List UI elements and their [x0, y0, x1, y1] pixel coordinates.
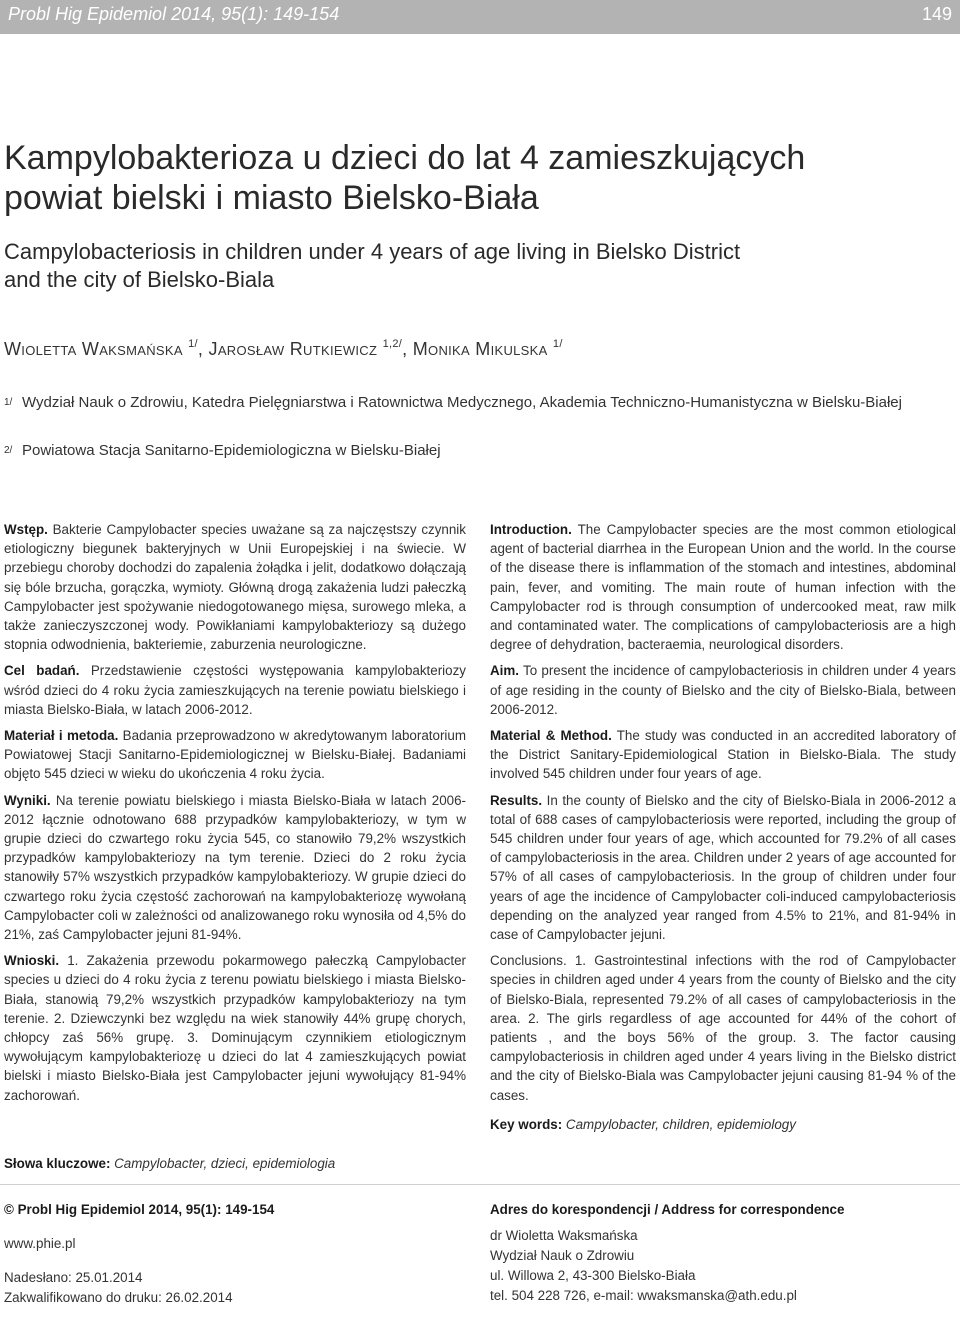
affiliation — [4, 440, 934, 461]
section-label: Wyniki. — [4, 792, 51, 808]
correspondence-address — [490, 1200, 956, 1306]
author-name: Jarosław Rutkiewicz — [208, 339, 378, 359]
affiliation — [4, 392, 934, 413]
abstract-section — [4, 726, 466, 784]
section-label: Aim. — [490, 663, 520, 679]
author-list: Wioletta Waksmańska $^{1/}$, Jarosław Rutkiewicz $^{1,2/}$, Monika Mikulska $^{1/}$ — [4, 338, 563, 359]
author-affiliation-mark: 1/ — [552, 338, 563, 350]
abstract-section — [4, 951, 466, 1105]
received-date: Nadesłano: 25.01.2014 — [4, 1270, 143, 1285]
affiliation-mark: 1/ — [4, 397, 13, 408]
section-label: Wstęp. — [4, 522, 48, 537]
section-text: In the county of Bielsko and the city of Bielsko-Biala in 2006-2012 a total of 688 cases of campylobacteriosis were reported, including the group of 545 children under four years of age, which accounted for 79.2% of all cases of campylobacteriosis in the area. Children under 2 years of age accounted for 57% of all cases of campylobacteriosis. In the group of children under four years of age the incidence of Campylobacter coli-induced campylobacteriosis depending on the analyzed year ranged from 4.5% to 21%, and 81-94% in case of Campylobacter jejuni. — [490, 792, 956, 943]
abstract-section — [490, 661, 956, 719]
keywords-label: Słowa kluczowe: — [4, 1156, 111, 1171]
publication-info — [4, 1200, 464, 1308]
section-text: Badania przeprowadzono w akredytowanym laboratorium Powiatowej Stacji Sanitarno-Epidemiologicznej w Bielsku-Białej. Badaniami objęto 545 dzieci w wieku do ukończenia 4 roku życia. — [4, 728, 466, 782]
title-polish-line-2: powiat bielski i miasto Bielsko-Biała — [4, 179, 539, 217]
correspondence-contact[interactable]: tel. 504 228 726, e-mail: wwaksmanska@ath.edu.pl — [490, 1288, 797, 1303]
affiliation-text: Powiatowa Stacja Sanitarno-Epidemiologiczna w Bielsku-Białej — [22, 442, 441, 459]
correspondence-line: Wydział Nauk o Zdrowiu — [490, 1248, 635, 1263]
affiliation-text: Wydział Nauk o Zdrowiu, Katedra Pielęgniarstwa i Ratownictwa Medycznego, Akademia Techniczno-Humanistyczna w Bielsku-Białej — [22, 394, 902, 411]
section-text: 1. Zakażenia przewodu pokarmowego pałeczką Campylobacter species u dzieci do 4 roku życia z terenu powiatu bielskiego i miasta Bielsko-Biała, stanowią 79,2% wszystkich przypadków kampylobakteriozy na tym terenie. 2. Dziewczynki bez względu na wiek stanowiły 44% grupę chorych, chłopcy zaś 56% grupę. 3. Dominującym czynnikiem etiologicznym wywołującym kampylobakteriozę u dzieci do lat 4 zamieszkujących powiat bielski i miasto Bielsko-Biała jest Campylobacter jejuni wywołujący 81-94% zachorowań. — [4, 953, 466, 1103]
affiliation-mark: 2/ — [4, 445, 13, 456]
section-label: Introduction. — [490, 522, 572, 537]
keywords-label: Key words: — [490, 1116, 563, 1132]
section-label: Wnioski. — [4, 953, 60, 969]
correspondence-line: dr Wioletta Waksmańska — [490, 1228, 638, 1243]
section-text: Bakterie Campylobacter species uważane są za najczęstszy czynnik etiologiczny biegunek bakteryjnych w Unii Europejskiej i na świecie. W przebiegu choroby dochodzi do zapalenia żołądka i jelit, dodatkowo dołączają się bóle brzucha, gorączka, wymioty. Główną drogą zakażenia ludzi pałeczką Campylobacter jest spożywanie niedogotowanego mięsa, surowego mleka, a także zanieczyszczonej wody. Powikłaniami kampylobakteriozy są dużego stopnia odwodnienia, bakteriemie, zaburzenia neurologiczne. — [4, 522, 466, 653]
title-english-line-1: Campylobacteriosis in children under 4 years of age living in Bielsko District — [4, 239, 741, 264]
section-label: Materiał i metoda. — [4, 728, 119, 744]
footer-divider — [0, 1184, 960, 1185]
section-label: Material & Method. — [490, 728, 612, 744]
abstract-section — [490, 951, 956, 1105]
abstract-section — [490, 791, 956, 945]
title-polish — [4, 138, 944, 218]
accepted-date: Zakwalifikowano do druku: 26.02.2014 — [4, 1290, 233, 1305]
spacer — [4, 1220, 464, 1234]
title-polish-line-1: Kampylobakterioza u dzieci do lat 4 zamieszkujących — [4, 139, 806, 177]
author-name: Wioletta Waksmańska — [4, 339, 183, 359]
spacer — [4, 1254, 464, 1268]
author-affiliation-mark: 1,2/ — [382, 338, 403, 350]
section-text: Conclusions. 1. Gastrointestinal infections with the rod of Campylobacter species in children aged under 4 years from the county of Bielsko and the city of Bielsko-Biala, represented 79.2% of all cases of campylobacteriosis in the area. 2. The girls regardless of age accounted for 44% of the cohort of patients , and the boys 56% of the group. 3. The factor causing campylobacteriosis in children aged under 4 years living in the Bielsko district and the city of Bielsko-Biala was Campylobacter jejuni causing 81-94 % of the cases. — [490, 953, 956, 1103]
abstract-section — [4, 520, 466, 654]
title-english — [4, 238, 904, 294]
journal-website-link[interactable]: www.phie.pl — [4, 1236, 76, 1251]
journal-citation-header: Probl Hig Epidemiol 2014, 95(1): 149-154 — [8, 4, 340, 24]
page-number: 149 — [921, 4, 952, 24]
keywords-english — [490, 1115, 956, 1134]
section-text: The Campylobacter species are the most common etiological agent of bacterial diarrhea in the European Union and the world. In the course of the disease there is inflammation of the stomach and intestines, abdominal pain, fever, and vomiting. The main route of human infection with the Campylobacter rod is through consumption of undercooked meat, raw milk and contaminated water. The complications of campylobacteriosis are a high degree of dehydration, bacteraemia, neurological disorders. — [490, 522, 956, 653]
section-text: Przedstawienie częstości występowania kampylobakteriozy wśród dzieci do 4 roku życia zamieszkujących na terenie powiatu bielskiego i miasta Bielsko-Biała, w latach 2006-2012. — [4, 663, 466, 717]
author-affiliation-mark: 1/ — [188, 338, 198, 350]
author-name: Monika Mikulska — [412, 339, 548, 359]
section-text: The study was conducted in an accredited laboratory of the District Sanitary-Epidemiological Station in Bielsko-Biala. The study involved 545 children under four years of age. — [490, 728, 957, 782]
section-text: Na terenie powiatu bielskiego i miasta Bielsko-Biała w latach 2006-2012 łącznie odnotowano 688 przypadków kampylobakteriozy, w tym w grupie dzieci do czwartego roku życia 545, co stanowiło 79,2% wszystkich przypadków kampylobakteriozy na tym terenie. Dzieci do 2 roku życia stanowiły 57% wszystkich przypadków kampylobakteriozy. W grupie dzieci do czwartego roku życia częstość zachorowań na kampylobakteriozę wywołaną Campylobacter coli w zależności od analizowanego roku wynosiła od 4,5% do 21%, zaś Campylobacter jejuni 81-94%. — [4, 792, 466, 943]
abstract-english — [490, 520, 956, 1141]
title-english-line-2: and the city of Bielsko-Biala — [4, 267, 275, 292]
keywords-value: Campylobacter, dzieci, epidemiologia — [114, 1156, 336, 1171]
abstract-section — [4, 791, 466, 945]
correspondence-heading: Adres do korespondencji / Address for correspondence — [490, 1202, 845, 1217]
abstract-section — [490, 726, 956, 784]
abstract-section — [490, 520, 956, 654]
section-label: Cel badań. — [4, 663, 80, 679]
abstract-polish — [4, 520, 466, 1112]
abstract-section — [4, 661, 466, 719]
correspondence-line: ul. Willowa 2, 43-300 Bielsko-Biała — [490, 1268, 696, 1283]
copyright-citation: © Probl Hig Epidemiol 2014, 95(1): 149-154 — [4, 1202, 275, 1217]
keywords-polish — [4, 1156, 474, 1171]
section-label: Results. — [490, 792, 543, 808]
journal-header-bar — [0, 0, 960, 34]
section-text: To present the incidence of campylobacteriosis in children under 4 years of age residing in the county of Bielsko and the city of Bielsko-Biala, between 2006-2012. — [490, 663, 956, 717]
keywords-value: Campylobacter, children, epidemiology — [565, 1116, 796, 1132]
